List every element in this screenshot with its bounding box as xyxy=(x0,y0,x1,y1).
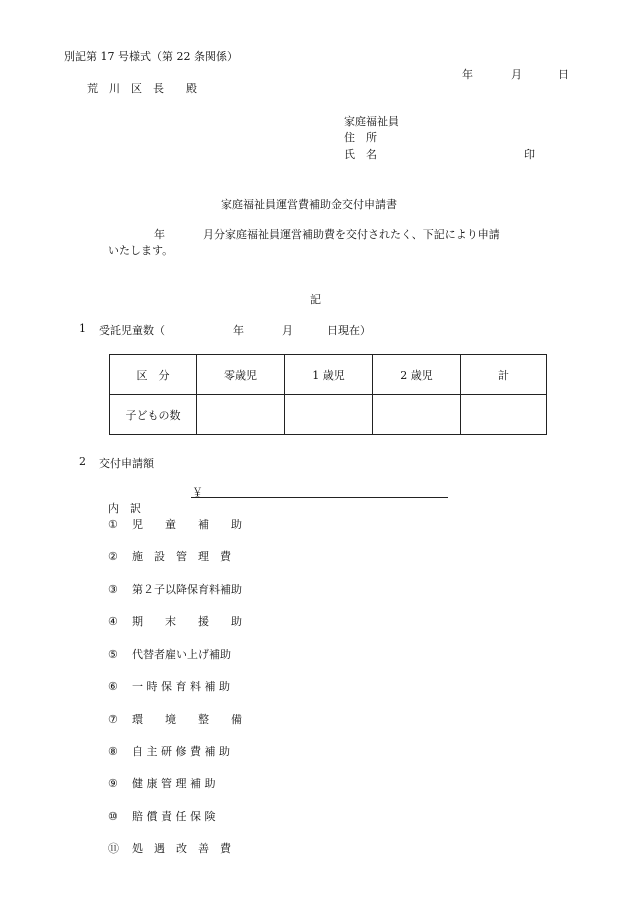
item-number: ⑨ xyxy=(108,777,118,790)
item-label: 期 末 援 助 xyxy=(132,615,242,628)
breakdown-item xyxy=(108,516,242,532)
body-year: 年 xyxy=(154,228,165,241)
breakdown-item xyxy=(108,775,215,791)
header-category: 区 分 xyxy=(110,355,197,395)
table-header-row xyxy=(110,355,547,395)
item-label: 自 主 研 修 費 補 助 xyxy=(132,745,230,758)
cell-age-2[interactable] xyxy=(373,395,461,435)
item-number: ① xyxy=(108,518,118,531)
section2-label: 交付申請額 xyxy=(99,457,154,470)
item-label: 施 設 管 理 費 xyxy=(132,550,231,563)
item-label: 環 境 整 備 xyxy=(132,713,242,726)
breakdown-item xyxy=(108,840,231,856)
item-number: ⑩ xyxy=(108,810,118,823)
section1-label: 受託児童数（ xyxy=(99,324,165,337)
row-label-children: 子どもの数 xyxy=(110,395,197,435)
breakdown-label: 内 訳 xyxy=(108,502,141,515)
applicant-role: 家庭福祉員 xyxy=(344,115,399,128)
date-month-label: 月 xyxy=(511,68,522,81)
item-number: ② xyxy=(108,550,118,563)
item-label: 処 遇 改 善 費 xyxy=(132,842,231,855)
body-line-1: 月分家庭福祉員運営補助費を交付されたく、下記により申請 xyxy=(203,228,500,241)
form-reference: 別記第 17 号様式（第 22 条関係） xyxy=(64,50,238,63)
date-day-label: 日 xyxy=(558,68,569,81)
breakdown-item xyxy=(108,581,242,597)
children-count-table xyxy=(109,354,547,435)
section1-day: 日現在） xyxy=(327,324,371,337)
item-number: ⑪ xyxy=(108,842,119,855)
header-age-1: 1 歳児 xyxy=(285,355,373,395)
breakdown-item xyxy=(108,743,230,759)
header-age-2: 2 歳児 xyxy=(373,355,461,395)
breakdown-item xyxy=(108,613,242,629)
item-number: ⑦ xyxy=(108,713,118,726)
item-label: 代替者雇い上げ補助 xyxy=(132,648,231,661)
item-label: 一 時 保 育 料 補 助 xyxy=(132,680,230,693)
date-year-label: 年 xyxy=(462,68,473,81)
header-age-0: 零歳児 xyxy=(197,355,285,395)
item-label: 児 童 補 助 xyxy=(132,518,242,531)
item-number: ④ xyxy=(108,615,118,628)
section1-year: 年 xyxy=(233,324,244,337)
section1-number: 1 xyxy=(79,322,86,335)
body-line-2: いたします。 xyxy=(108,244,174,257)
document-title: 家庭福祉員運営費補助金交付申請書 xyxy=(221,198,397,211)
item-label: 賠 償 責 任 保 険 xyxy=(132,810,216,823)
yen-mark: ￥ xyxy=(192,486,203,499)
section2-number: 2 xyxy=(79,455,86,468)
addressee: 荒 川 区 長 殿 xyxy=(87,82,197,95)
section1-month: 月 xyxy=(282,324,293,337)
cell-age-1[interactable] xyxy=(285,395,373,435)
ki-heading: 記 xyxy=(310,293,321,306)
breakdown-item xyxy=(108,808,215,824)
address-label: 住 所 xyxy=(344,131,377,144)
table-row xyxy=(110,395,547,435)
item-label: 健 康 管 理 補 助 xyxy=(132,777,216,790)
item-label: 第２子以降保育料補助 xyxy=(132,583,242,596)
item-number: ⑥ xyxy=(108,680,118,693)
cell-total[interactable] xyxy=(461,395,547,435)
breakdown-item xyxy=(108,678,230,694)
item-number: ⑧ xyxy=(108,745,118,758)
breakdown-item xyxy=(108,711,242,727)
item-number: ⑤ xyxy=(108,648,118,661)
item-number: ③ xyxy=(108,583,118,596)
breakdown-item xyxy=(108,548,231,564)
seal-mark: 印 xyxy=(524,148,535,161)
breakdown-item xyxy=(108,646,231,662)
name-label: 氏 名 xyxy=(344,148,377,161)
amount-underline[interactable] xyxy=(191,497,448,498)
header-total: 計 xyxy=(461,355,547,395)
cell-age-0[interactable] xyxy=(197,395,285,435)
